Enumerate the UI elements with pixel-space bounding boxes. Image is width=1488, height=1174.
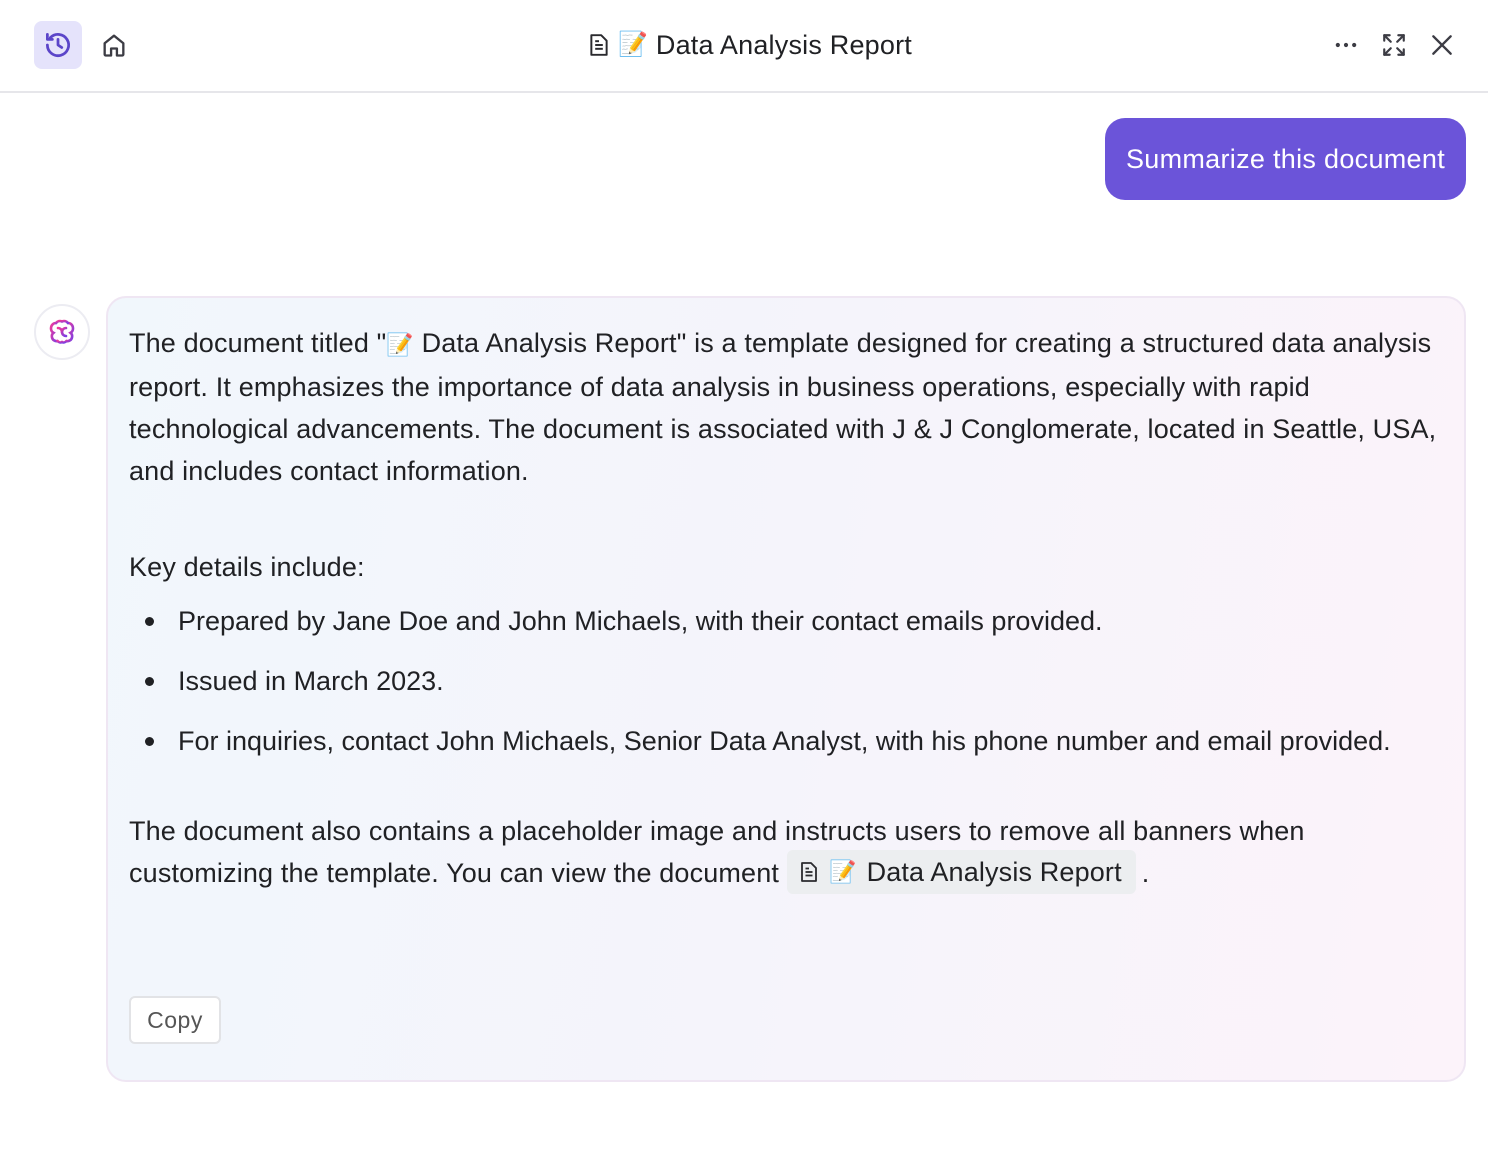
key-details-heading: Key details include: — [129, 552, 365, 582]
expand-icon — [1381, 32, 1407, 58]
memo-emoji-icon: 📝 — [829, 858, 857, 884]
more-icon — [1332, 31, 1360, 59]
ai-response-card — [106, 296, 1466, 1082]
list-item: Issued in March 2023. — [129, 660, 1444, 702]
ai-avatar — [34, 304, 90, 360]
document-title-area — [0, 0, 1488, 90]
summary-paragraph — [129, 322, 1444, 492]
closing-period: . — [1141, 858, 1150, 888]
top-bar — [0, 0, 1488, 93]
document-icon — [588, 34, 610, 56]
document-icon — [799, 861, 819, 883]
key-details-list — [129, 600, 1444, 762]
list-item: Prepared by Jane Doe and John Michaels, with their contact emails provided. — [129, 600, 1444, 642]
summary-text-rest: Data Analysis Report" is a template designed for creating a structured data analysis report. It emphasizes the importance of data analysis in business operations, especially with rapid technological advancements. The document is associated with J & J Conglomerate, located in Seattle, USA, and includes contact information. — [129, 328, 1437, 486]
memo-emoji-icon: 📝 — [386, 332, 414, 357]
document-link-label: Data Analysis Report — [866, 856, 1122, 887]
closing-text: The document also contains a placeholder image and instructs users to remove all banners when customizing the template. You can view the document — [129, 816, 1305, 888]
list-item: For inquiries, contact John Michaels, Senior Data Analyst, with his phone number and email provided. — [129, 720, 1444, 762]
memo-emoji-icon: 📝 — [617, 31, 648, 58]
closing-paragraph — [129, 810, 1444, 897]
user-message-bubble[interactable]: Summarize this document — [1105, 118, 1466, 200]
close-button[interactable] — [1418, 21, 1466, 69]
summary-text-start: The document titled " — [129, 328, 387, 358]
copy-button[interactable]: Copy — [129, 996, 221, 1044]
close-icon — [1429, 32, 1455, 58]
document-link-chip[interactable] — [787, 850, 1136, 894]
ai-brain-icon — [46, 316, 78, 348]
expand-button[interactable] — [1370, 21, 1418, 69]
more-options-button[interactable] — [1322, 21, 1370, 69]
page-title: Data Analysis Report — [655, 29, 912, 60]
